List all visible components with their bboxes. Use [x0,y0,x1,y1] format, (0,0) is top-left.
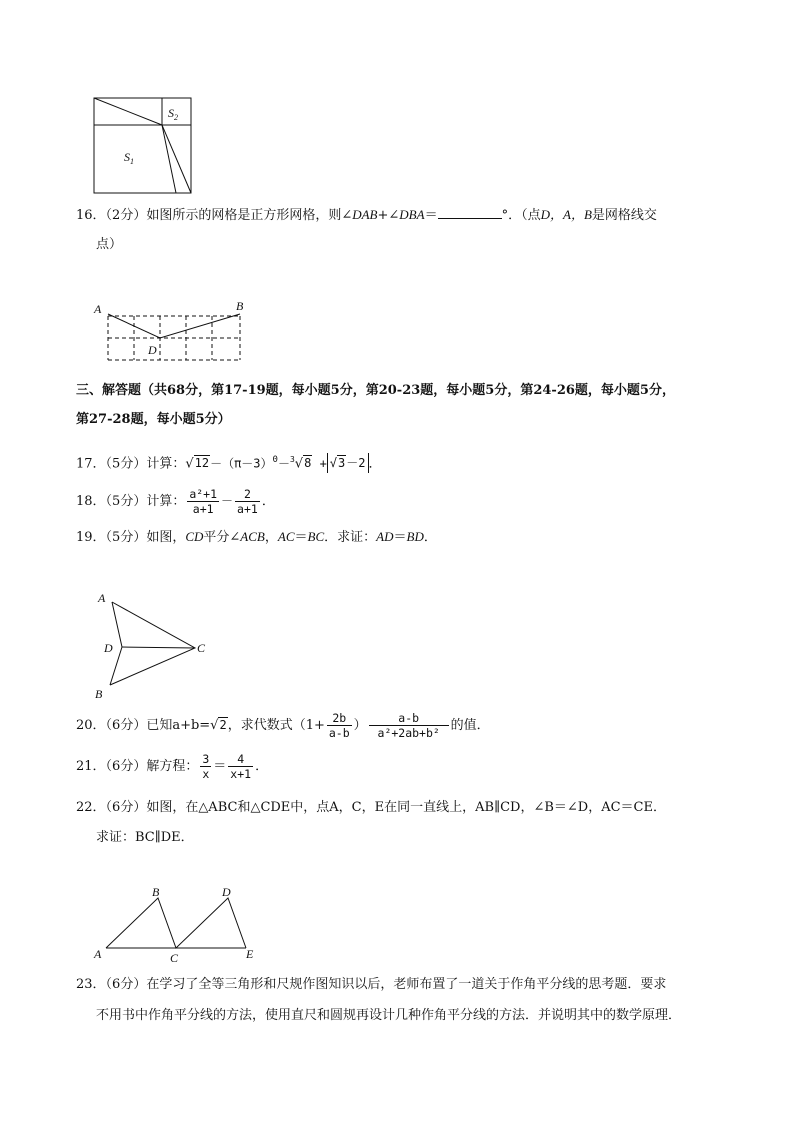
question-16: 16．（2分）如图所示的网格是正方形网格，则∠DAB+∠DBA＝ °．（点D，A，B是网格线交 [76,207,657,223]
label-s2: $S_2$ [168,106,178,122]
label-s1: $S_1$ [124,150,134,166]
kite-label-b: B [95,687,103,700]
fraction-21-2: $\frac{4}{x+1}$ [230,752,252,781]
kite-label-d: D [104,641,113,655]
question-23-cont: 不用书中作角平分线的方法，使用直尺和圆规再设计几种作角平分线的方法．并说明其中的数学原理． [96,1008,682,1023]
question-22-cont: 求证：BC∥DE． [96,830,194,845]
grid-figure [90,296,260,368]
square-figure [90,95,196,197]
question-23: 23．（6分）在学习了全等三角形和尺规作图知识以后，老师布置了一道关于作角平分线的思考题．要求 [76,977,667,992]
tri-label-e: E [246,947,254,961]
question-22: 22．（6分）如图，在△ABC和△CDE中，点A，C，E在同一直线上，AB∥CD，∠B＝∠D，AC＝CE． [76,800,666,815]
kite-label-c: C [197,641,206,655]
fraction-20-1: $\frac{2b}{a-b}$ [328,711,350,740]
kite-label-a: A [98,591,106,605]
question-19: 19．（5分）如图，CD平分∠ACB，AC＝BC．求证：AD＝BD． [76,529,437,545]
grid-label-b: B [236,299,244,313]
kite-figure [90,588,220,700]
grid-label-a: A [94,302,102,316]
tri-label-c: C [170,951,179,962]
section-3-heading-cont: 第27-28题，每小题5分） [76,412,231,427]
tri-label-d: D [222,885,231,899]
question-20: 20．（6分）已知a+b=√2，求代数式（1+ $\frac{2b}{a-b}$ ） $\frac{a-b}{\text{a²+2ab+b²}}$ 的值． [76,711,490,740]
question-21: 21．（6分）解方程： $\frac{3}{x}$ ＝ $\frac{4}{x+1}$ ． [76,752,269,781]
fraction-2: $\frac{2}{a+1}$ [237,487,258,516]
tri-label-b: B [152,885,160,899]
tri-label-a: A [94,947,102,961]
question-17: 17．（5分）计算：$√12-(\pi-3)^0-^3√8 + √3-2$ ． [76,455,382,472]
answer-blank[interactable] [438,206,502,219]
question-16-cont: 点） [96,237,123,252]
question-18: 18．（5分）计算： $\frac{\text{a²+1}}{a+1}$ － $\frac{2}{a+1}$ ． [76,487,275,516]
section-3-heading: 三、解答题（共68分，第17-19题，每小题5分，第20-23题，每小题5分，第24-26题，每小题5分， [76,383,675,398]
grid-label-d: D [148,343,157,357]
fraction-1: $\frac{\text{a²+1}}{a+1}$ [189,487,218,516]
fraction-20-2: $\frac{a-b}{\text{a²+2ab+b²}}$ [369,711,449,740]
triangles-figure [90,882,270,962]
fraction-21-1: $\frac{3}{x}$ [202,752,210,781]
